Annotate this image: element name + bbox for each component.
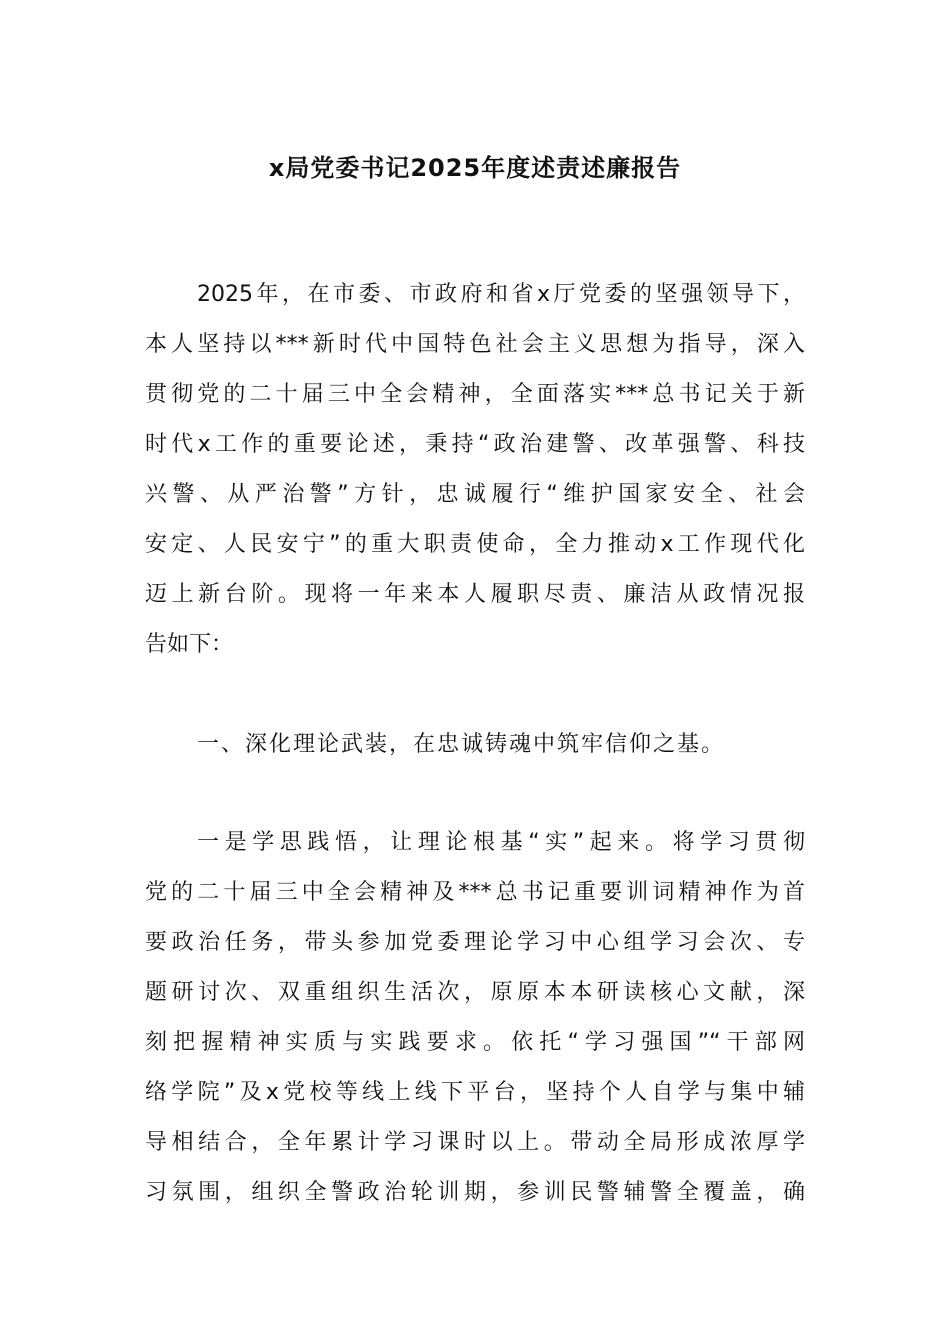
text-line: 2025年，在市委、市政府和省x厅党委的坚强领导下， [197, 282, 805, 307]
text-line: 告如下： [145, 632, 234, 657]
text-line: 习氛围，组织全警政治轮训期，参训民警辅警全覆盖，确 [145, 1180, 805, 1205]
text-line: 题研讨次、双重组织生活次，原原本本研读核心文献，深 [145, 980, 805, 1005]
text-line: 络学院”及x党校等线上线下平台，坚持个人自学与集中辅 [145, 1080, 805, 1105]
text-line: 时代x工作的重要论述，秉持“政治建警、改革强警、科技 [145, 432, 805, 457]
section1-paragraph [145, 818, 805, 1218]
text-line: 本人坚持以***新时代中国特色社会主义思想为指导，深入 [145, 332, 805, 357]
text-line: 导相结合，全年累计学习课时以上。带动全局形成浓厚学 [145, 1130, 805, 1155]
text-line: 兴警、从严治警”方针，忠诚履行“维护国家安全、社会 [145, 482, 805, 507]
text-line: 一是学思践悟，让理论根基“实”起来。将学习贯彻 [197, 830, 805, 855]
intro-paragraph [145, 270, 805, 670]
text-line: 要政治任务，带头参加党委理论学习中心组学习会次、专 [145, 930, 805, 955]
text-line: 党的二十届三中全会精神及***总书记重要训词精神作为首 [145, 880, 805, 905]
document-title: x局党委书记2025年度述责述廉报告 [268, 154, 682, 182]
text-line: 迈上新台阶。现将一年来本人履职尽责、廉洁从政情况报 [145, 582, 805, 607]
text-line: 刻把握精神实质与实践要求。依托“学习强国”“干部网 [145, 1030, 805, 1055]
text-line: 安定、人民安宁”的重大职责使命，全力推动x工作现代化 [145, 532, 805, 557]
text-line: 贯彻党的二十届三中全会精神，全面落实***总书记关于新 [145, 382, 805, 407]
section-heading: 一、深化理论武装，在忠诚铸魂中筑牢信仰之基。 [197, 732, 726, 757]
